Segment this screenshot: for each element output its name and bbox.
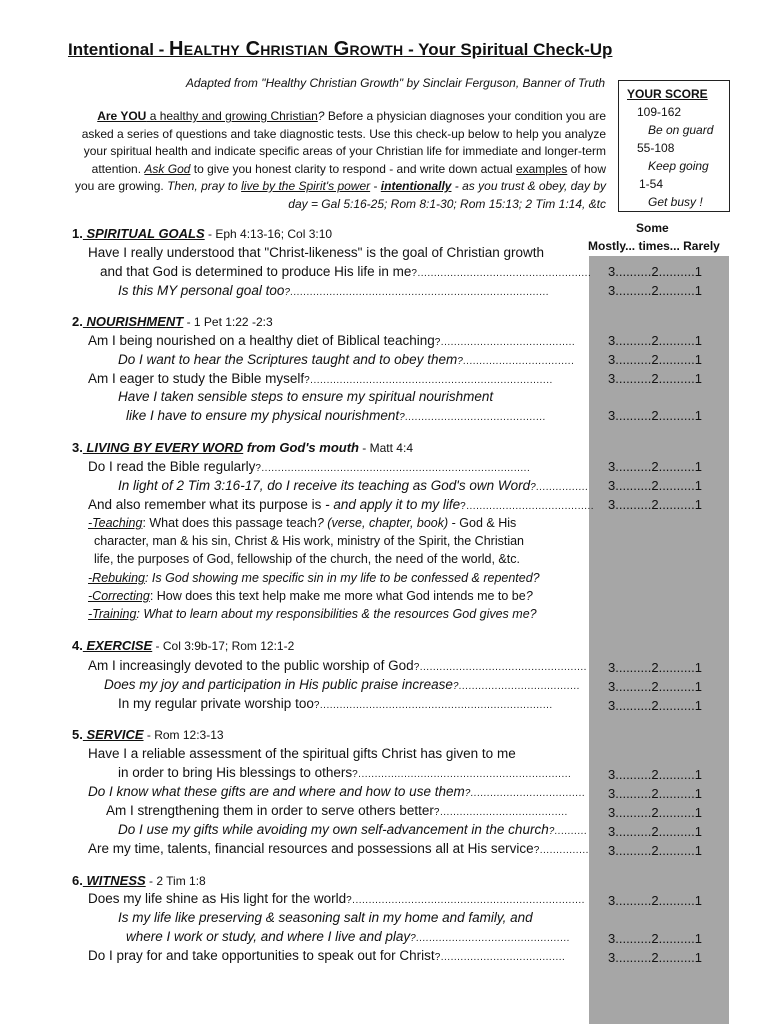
section-name: SPIRITUAL GOALS xyxy=(82,226,205,241)
question-5-1: Have I a reliable assessment of the spiritual gifts Christ has given to me xyxy=(88,746,516,761)
leader-dots: ?.................................................................................. xyxy=(255,463,531,474)
note-text-italic: ? (verse, chapter, book) xyxy=(316,516,449,530)
question-text: And also remember what its purpose is xyxy=(88,497,322,512)
score-scale[interactable]: 3..........2..........1 xyxy=(608,283,702,298)
section-6-heading xyxy=(72,873,206,888)
question-4-2 xyxy=(104,677,580,692)
intro-examples: examples xyxy=(515,161,568,176)
question-text: Is this MY personal goal too xyxy=(118,283,285,298)
question-6-4 xyxy=(88,948,565,963)
section-number: 6. xyxy=(72,873,83,888)
question-text: where I work or study, and where I live and play xyxy=(126,929,411,944)
note-text: : What to learn about my responsibilities & the resources God gives me? xyxy=(136,607,537,621)
section-ref: - Rom 12:3-13 xyxy=(143,728,224,742)
score-range-2: 55-108 xyxy=(637,141,675,155)
column-head-some: Some xyxy=(636,221,669,235)
question-2-5 xyxy=(126,408,546,423)
question-text-italic: - and apply it to my life xyxy=(321,497,461,512)
intro-question: a healthy and growing Christian xyxy=(146,109,318,123)
question-text: Do I pray for and take opportunities to speak out for Christ xyxy=(88,948,435,963)
leader-dots: ?............................................................................... xyxy=(284,287,550,298)
score-scale[interactable]: 3..........2..........1 xyxy=(608,371,702,386)
section-4-heading xyxy=(72,638,294,653)
question-text: Am I strengthening them in order to serve others better xyxy=(106,803,434,818)
score-scale[interactable]: 3..........2..........1 xyxy=(608,824,702,839)
section-subtitle: from God's mouth xyxy=(243,440,359,455)
question-text: Am I increasingly devoted to the public worship of God xyxy=(88,658,414,673)
note-training xyxy=(88,607,537,621)
note-term: -Correcting xyxy=(88,589,150,603)
question-text: like I have to ensure my physical nourishment xyxy=(126,408,400,423)
leader-dots: ?...................................... xyxy=(434,952,566,963)
leader-dots: ?................................................................. xyxy=(352,769,572,780)
section-ref: - Eph 4:13-16; Col 3:10 xyxy=(204,227,333,241)
title-prefix: Intentional - xyxy=(68,40,170,59)
note-rebuking xyxy=(88,571,540,585)
credit-line: Adapted from "Healthy Christian Growth" by Sinclair Ferguson, Banner of Truth xyxy=(185,76,605,90)
section-ref: - 1 Pet 1:22 -2:3 xyxy=(183,315,273,329)
question-3-2 xyxy=(118,478,589,493)
score-scale[interactable]: 3..........2..........1 xyxy=(608,497,702,512)
question-text: In my regular private worship too xyxy=(118,696,314,711)
question-1-1: Have I really understood that "Christ-likeness" is the goal of Christian growth xyxy=(88,245,545,260)
question-6-2: Is my life like preserving & seasoning salt in my home and family, and xyxy=(118,910,533,925)
score-scale[interactable]: 3..........2..........1 xyxy=(608,660,702,675)
score-scale[interactable]: 3..........2..........1 xyxy=(608,786,702,801)
intro-text-2: to give you honest clarity to respond - and write down actual xyxy=(190,161,516,176)
intro-text-5: - xyxy=(370,179,381,193)
question-3-3 xyxy=(88,497,594,512)
leader-dots: ?....................................... xyxy=(433,807,568,818)
leader-dots: ?..................................... xyxy=(452,681,581,692)
section-number: 1. xyxy=(72,226,83,241)
note-teaching xyxy=(88,516,516,530)
question-2-1 xyxy=(88,333,575,348)
leader-dots: ?....................................... xyxy=(460,501,595,512)
intro-lead: Are YOU xyxy=(97,109,147,123)
leader-dots: ?................ xyxy=(530,482,589,493)
leader-dots: ?......................................... xyxy=(434,337,576,348)
page-title xyxy=(68,38,612,61)
question-text: Are my time, talents, financial resources and possessions all at His service xyxy=(88,841,534,856)
note-qmark: ? xyxy=(525,589,533,603)
question-text: Do I know what these gifts are and where and how to use them xyxy=(88,784,465,799)
question-text: In light of 2 Tim 3:16-17, do I receive its teaching as God's own Word xyxy=(118,478,531,493)
section-ref: - Matt 4:4 xyxy=(358,441,413,455)
intro-ask-god: Ask God xyxy=(144,161,191,176)
score-label-2: Keep going xyxy=(648,159,709,173)
question-1-2 xyxy=(100,264,591,279)
question-text: in order to bring His blessings to others xyxy=(118,765,353,780)
intro-qmark: ? xyxy=(317,109,325,123)
leader-dots: ?....................................................................... xyxy=(346,895,585,906)
score-scale[interactable]: 3..........2..........1 xyxy=(608,459,702,474)
score-scale[interactable]: 3..........2..........1 xyxy=(608,950,702,965)
score-scale[interactable]: 3..........2..........1 xyxy=(608,893,702,908)
section-name: EXERCISE xyxy=(82,638,153,653)
question-5-2 xyxy=(118,765,571,780)
section-number: 3. xyxy=(72,440,83,455)
score-scale[interactable]: 3..........2..........1 xyxy=(608,931,702,946)
score-scale[interactable]: 3..........2..........1 xyxy=(608,408,702,423)
question-2-4: Have I taken sensible steps to ensure my spiritual nourishment xyxy=(118,389,494,404)
question-text: Do I use my gifts while avoiding my own self-advancement in the church xyxy=(118,822,549,837)
question-6-3 xyxy=(126,929,570,944)
intro-paragraph xyxy=(70,108,606,213)
score-scale[interactable]: 3..........2..........1 xyxy=(608,843,702,858)
score-range-3: 1-54 xyxy=(639,177,664,191)
score-box xyxy=(618,80,730,212)
section-ref: - Col 3:9b-17; Rom 12:1-2 xyxy=(152,639,295,653)
note-term: -Rebuking xyxy=(88,571,145,585)
note-teaching-line-3: life, the purposes of God, fellowship of the church, the need of the world, &tc. xyxy=(94,552,520,566)
note-text: : How does this text help make me more what God intends me to be xyxy=(149,589,526,603)
title-main: Healthy Christian Growth xyxy=(169,38,404,60)
leader-dots: ?................................... xyxy=(464,788,586,799)
score-heading: YOUR SCORE xyxy=(627,87,708,101)
note-text-tail: - God & His xyxy=(448,516,517,530)
score-label-3: Get busy ! xyxy=(648,195,703,209)
score-scale[interactable]: 3..........2..........1 xyxy=(608,478,702,493)
section-5-heading xyxy=(72,727,224,742)
section-2-heading xyxy=(72,314,273,329)
intro-text-3: of how you are growing. xyxy=(75,161,606,193)
leader-dots: ?.................................. xyxy=(457,356,575,367)
column-head-labels: Mostly... times... Rarely xyxy=(588,239,720,253)
question-5-5 xyxy=(118,822,588,837)
question-5-3 xyxy=(88,784,586,799)
section-number: 2. xyxy=(72,314,83,329)
intro-intentionally: intentionally xyxy=(380,179,452,193)
note-teaching-line-2: character, man & his sin, Christ & His work, ministry of the Spirit, the Christian xyxy=(94,534,524,548)
question-2-2 xyxy=(118,352,575,367)
note-term: -Teaching xyxy=(88,516,143,530)
title-suffix: - Your Spiritual Check-Up xyxy=(403,40,613,59)
note-text: : Is God showing me specific sin in my life to be confessed & repented? xyxy=(144,571,540,585)
question-3-1 xyxy=(88,459,530,474)
question-5-4 xyxy=(106,803,568,818)
question-text: and that God is determined to produce His life in me xyxy=(100,264,412,279)
leader-dots: ?................................................... xyxy=(413,662,587,673)
score-scale[interactable]: 3..........2..........1 xyxy=(608,805,702,820)
section-number: 4. xyxy=(72,638,83,653)
question-4-3 xyxy=(118,696,553,711)
section-1-heading xyxy=(72,226,332,241)
question-1-3 xyxy=(118,283,549,298)
note-correcting xyxy=(88,589,533,603)
leader-dots: ?..................................................... xyxy=(411,268,592,279)
question-4-1 xyxy=(88,658,587,673)
question-text: Do I read the Bible regularly xyxy=(88,459,256,474)
note-term: -Training xyxy=(88,607,137,621)
score-scale[interactable]: 3..........2..........1 xyxy=(608,698,702,713)
question-5-6 xyxy=(88,841,589,856)
question-text: Does my joy and participation in His public praise increase xyxy=(104,677,453,692)
score-scale[interactable]: 3..........2..........1 xyxy=(608,767,702,782)
section-3-heading xyxy=(72,440,413,455)
leader-dots: ?............... xyxy=(533,845,589,856)
question-6-1 xyxy=(88,891,585,906)
section-name: WITNESS xyxy=(82,873,146,888)
section-name: NOURISHMENT xyxy=(82,314,184,329)
score-label-1: Be on guard xyxy=(648,123,714,137)
section-number: 5. xyxy=(72,727,83,742)
score-scale[interactable]: 3..........2..........1 xyxy=(608,264,702,279)
question-text: Do I want to hear the Scriptures taught and to obey them xyxy=(118,352,458,367)
question-2-3 xyxy=(88,371,553,386)
score-scale[interactable]: 3..........2..........1 xyxy=(608,352,702,367)
intro-text-6: - as you trust & obey, day by day = Gal 5:16-25; Rom 8:1-30; Rom 15:13; 2 Tim 1:14, &tc xyxy=(288,179,606,211)
score-scale[interactable]: 3..........2..........1 xyxy=(608,679,702,694)
section-name: LIVING BY EVERY WORD xyxy=(82,440,244,455)
section-name: SERVICE xyxy=(82,727,144,742)
leader-dots: ?............................................... xyxy=(410,933,571,944)
question-text: Am I being nourished on a healthy diet of Biblical teaching xyxy=(88,333,435,348)
question-text: Does my life shine as His light for the world xyxy=(88,891,347,906)
section-ref: - 2 Tim 1:8 xyxy=(145,874,206,888)
note-text: : What does this passage teach xyxy=(142,516,317,530)
leader-dots: ?.......... xyxy=(548,826,588,837)
score-scale[interactable]: 3..........2..........1 xyxy=(608,333,702,348)
intro-text-4: Then, pray to xyxy=(167,179,242,193)
intro-live: live by the Spirit's power xyxy=(241,179,371,193)
leader-dots: ?........................................... xyxy=(399,412,547,423)
score-range-1: 109-162 xyxy=(637,105,682,119)
question-text: Am I eager to study the Bible myself xyxy=(88,371,305,386)
intro-text-1: Before a physician diagnoses your condition you are asked a series of questions and take diagnostic tests. Use this check-up below to help you analyze your spiritual health and indicate specific areas of your Christian life for immediate and longer-term attention. xyxy=(81,109,606,176)
leader-dots: ?....................................................................... xyxy=(313,700,553,711)
leader-dots: ?.......................................................................... xyxy=(304,375,553,386)
